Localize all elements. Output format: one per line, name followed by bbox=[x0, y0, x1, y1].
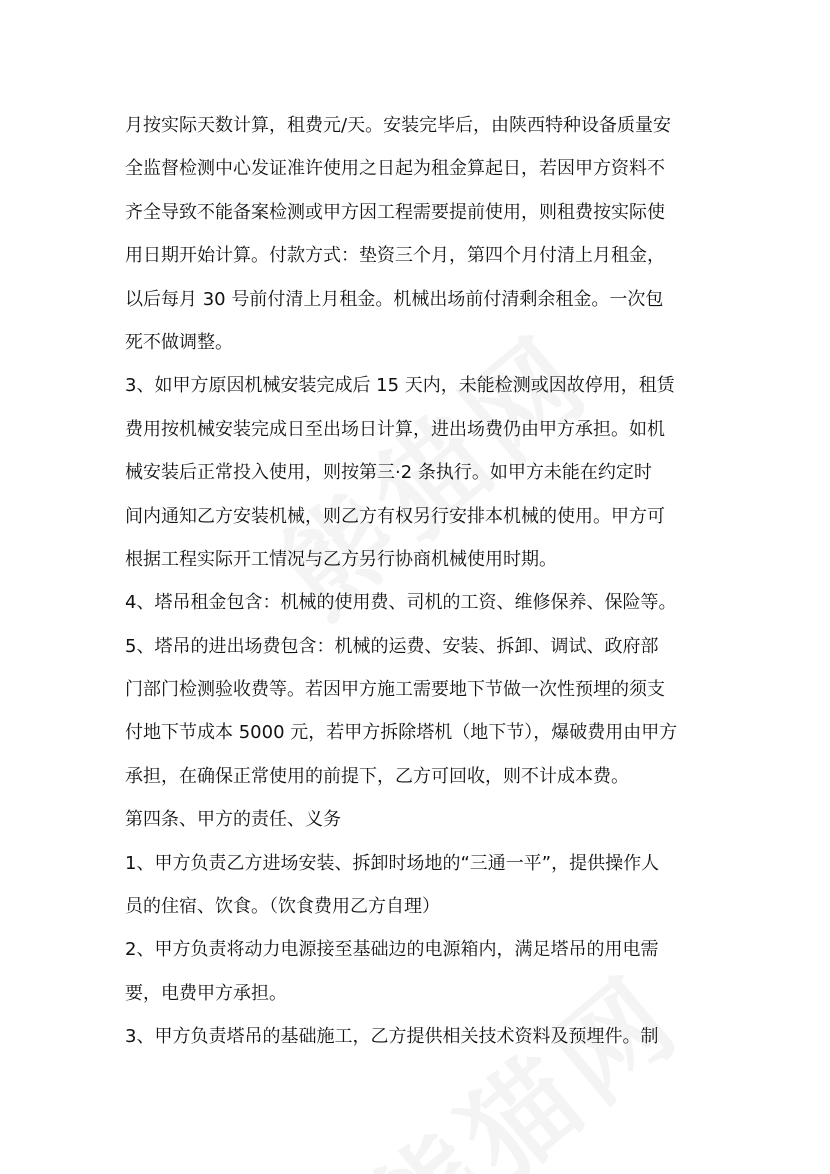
paragraph-duty-3 bbox=[125, 1015, 710, 1058]
paragraph-duty-1 bbox=[125, 842, 710, 929]
text-line: 2、甲方负责将动力电源接至基础边的电源箱内，满足塔吊的用电需 bbox=[125, 939, 659, 961]
text-line: 全监督检测中心发证准许使用之日起为租金算起日，若因甲方资料不 bbox=[125, 158, 665, 180]
text-line: 3、甲方负责塔吊的基础施工，乙方提供相关技术资料及预埋件。制 bbox=[125, 1026, 659, 1048]
paragraph-duty-2 bbox=[125, 928, 710, 1015]
text-line: 死不做调整。 bbox=[125, 331, 233, 353]
text-line: 3、如甲方原因机械安装完成后 15 天内，未能检测或因故停用，租赁 bbox=[125, 375, 675, 397]
text-line: 员的住宿、饮食。（饮食费用乙方自理） bbox=[125, 896, 440, 918]
text-line: 承担，在确保正常使用的前提下，乙方可回收，则不计成本费。 bbox=[125, 765, 629, 787]
text-line: 门部门检测验收费等。若因甲方施工需要地下节做一次性预埋的须支 bbox=[125, 679, 665, 701]
text-line: 费用按机械安装完成日至出场日计算，进出场费仍由甲方承担。如机 bbox=[125, 418, 665, 440]
document-body bbox=[125, 104, 710, 1059]
paragraph-clause-5 bbox=[125, 625, 710, 799]
text-line: 5、塔吊的进出场费包含：机械的运费、安装、拆卸、调试、政府部 bbox=[125, 635, 659, 657]
text-line: 付地下节成本 5000 元，若甲方拆除塔机（地下节），爆破费用由甲方 bbox=[125, 722, 678, 744]
text-line: 齐全导致不能备案检测或甲方因工程需要提前使用，则租费按实际使 bbox=[125, 201, 665, 223]
text-line: 1、甲方负责乙方进场安装、拆卸时场地的“三通一平”，提供操作人 bbox=[125, 852, 660, 874]
section-heading-article-4 bbox=[125, 798, 710, 841]
section-heading: 第四条、甲方的责任、义务 bbox=[125, 809, 341, 831]
text-line: 间内通知乙方安装机械，则乙方有权另行安排本机械的使用。甲方可 bbox=[125, 505, 665, 527]
paragraph-rent-calculation bbox=[125, 104, 710, 364]
text-line: 根据工程实际开工情况与乙方另行协商机械使用时期。 bbox=[125, 548, 557, 570]
text-line: 以后每月 30 号前付清上月租金。机械出场前付清剩余租金。一次包 bbox=[125, 288, 664, 310]
text-line: 要，电费甲方承担。 bbox=[125, 982, 287, 1004]
paragraph-clause-4 bbox=[125, 581, 710, 624]
text-line: 4、塔吊租金包含：机械的使用费、司机的工资、维修保养、保险等。 bbox=[125, 592, 677, 614]
text-line: 械安装后正常投入使用，则按第三·2 条执行。如甲方未能在约定时 bbox=[125, 462, 652, 484]
paragraph-clause-3 bbox=[125, 364, 710, 581]
text-line: 月按实际天数计算，租费元/天。安装完毕后，由陕西特种设备质量安 bbox=[125, 115, 672, 136]
text-line: 用日期开始计算。付款方式：垫资三个月，第四个月付清上月租金， bbox=[125, 245, 665, 267]
